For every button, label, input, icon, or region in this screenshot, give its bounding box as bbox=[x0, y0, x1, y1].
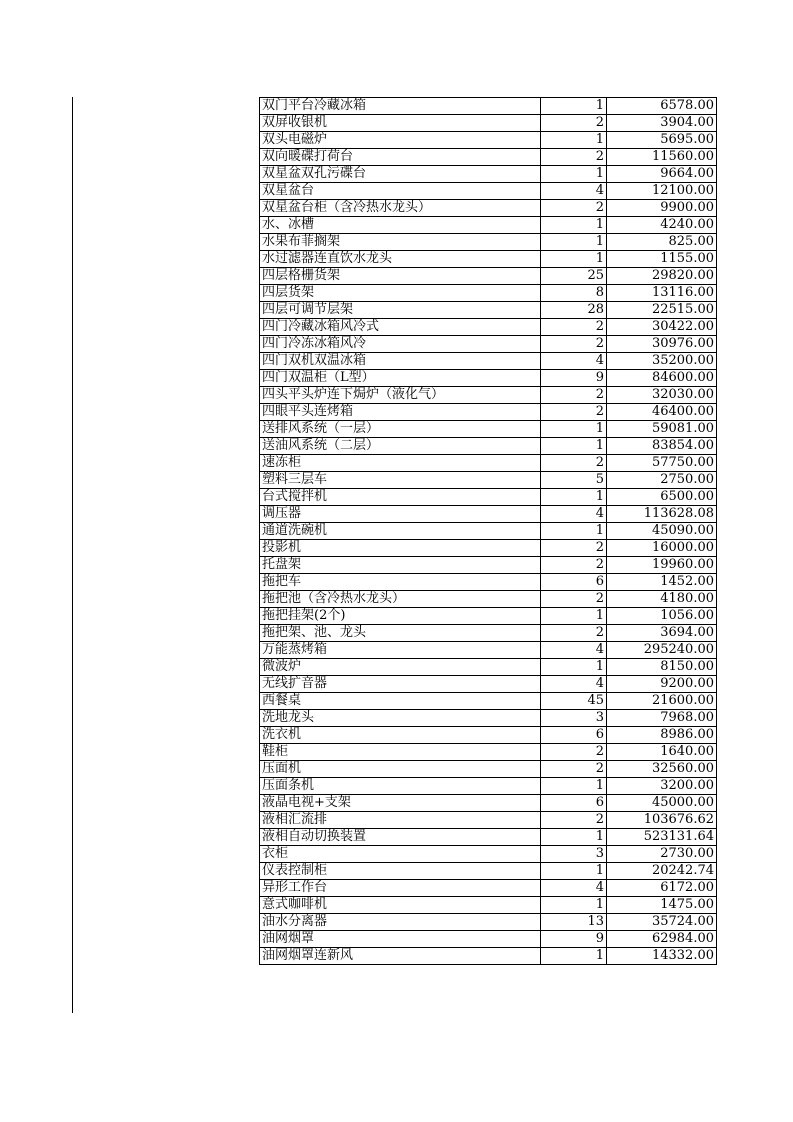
quantity-cell: 2 bbox=[541, 625, 607, 642]
item-name-cell: 油水分离器 bbox=[260, 914, 541, 931]
amount-cell: 83854.00 bbox=[607, 438, 717, 455]
item-name-cell: 万能蒸烤箱 bbox=[260, 642, 541, 659]
table-row bbox=[260, 115, 717, 132]
quantity-cell: 2 bbox=[541, 540, 607, 557]
amount-cell: 32560.00 bbox=[607, 761, 717, 778]
quantity-cell: 6 bbox=[541, 574, 607, 591]
table-row bbox=[260, 472, 717, 489]
item-name-cell: 水果布菲搁架 bbox=[260, 234, 541, 251]
amount-cell: 8986.00 bbox=[607, 727, 717, 744]
amount-cell: 14332.00 bbox=[607, 948, 717, 965]
quantity-cell: 2 bbox=[541, 387, 607, 404]
item-name-cell: 液相汇流排 bbox=[260, 812, 541, 829]
table-row bbox=[260, 778, 717, 795]
item-name-cell: 双星盆双孔污碟台 bbox=[260, 166, 541, 183]
item-name-cell: 洗衣机 bbox=[260, 727, 541, 744]
amount-cell: 13116.00 bbox=[607, 285, 717, 302]
item-name-cell: 四层可调节层架 bbox=[260, 302, 541, 319]
item-name-cell: 调压器 bbox=[260, 506, 541, 523]
amount-cell: 3694.00 bbox=[607, 625, 717, 642]
table-row bbox=[260, 149, 717, 166]
table-row bbox=[260, 421, 717, 438]
amount-cell: 57750.00 bbox=[607, 455, 717, 472]
quantity-cell: 1 bbox=[541, 659, 607, 676]
quantity-cell: 2 bbox=[541, 591, 607, 608]
table-row bbox=[260, 557, 717, 574]
quantity-cell: 9 bbox=[541, 370, 607, 387]
amount-cell: 825.00 bbox=[607, 234, 717, 251]
amount-cell: 8150.00 bbox=[607, 659, 717, 676]
item-name-cell: 洗地龙头 bbox=[260, 710, 541, 727]
table-row bbox=[260, 234, 717, 251]
item-name-cell: 四门双机双温冰箱 bbox=[260, 353, 541, 370]
item-name-cell: 速冻柜 bbox=[260, 455, 541, 472]
amount-cell: 6500.00 bbox=[607, 489, 717, 506]
item-name-cell: 投影机 bbox=[260, 540, 541, 557]
quantity-cell: 13 bbox=[541, 914, 607, 931]
quantity-cell: 1 bbox=[541, 132, 607, 149]
quantity-cell: 2 bbox=[541, 336, 607, 353]
item-name-cell: 拖把池（含冷热水龙头） bbox=[260, 591, 541, 608]
item-name-cell: 鞋柜 bbox=[260, 744, 541, 761]
amount-cell: 295240.00 bbox=[607, 642, 717, 659]
quantity-cell: 25 bbox=[541, 268, 607, 285]
item-name-cell: 仪表控制柜 bbox=[260, 863, 541, 880]
quantity-cell: 4 bbox=[541, 506, 607, 523]
table-row bbox=[260, 931, 717, 948]
table-row bbox=[260, 166, 717, 183]
amount-cell: 113628.08 bbox=[607, 506, 717, 523]
table-row bbox=[260, 676, 717, 693]
quantity-cell: 4 bbox=[541, 353, 607, 370]
table-row bbox=[260, 880, 717, 897]
amount-cell: 59081.00 bbox=[607, 421, 717, 438]
amount-cell: 2750.00 bbox=[607, 472, 717, 489]
item-name-cell: 双头电磁炉 bbox=[260, 132, 541, 149]
quantity-cell: 4 bbox=[541, 642, 607, 659]
quantity-cell: 2 bbox=[541, 404, 607, 421]
amount-cell: 3904.00 bbox=[607, 115, 717, 132]
amount-cell: 9900.00 bbox=[607, 200, 717, 217]
item-name-cell: 无线扩音器 bbox=[260, 676, 541, 693]
quantity-cell: 2 bbox=[541, 115, 607, 132]
table-row bbox=[260, 591, 717, 608]
quantity-cell: 1 bbox=[541, 523, 607, 540]
item-name-cell: 油网烟罩 bbox=[260, 931, 541, 948]
quantity-cell: 1 bbox=[541, 829, 607, 846]
amount-cell: 7968.00 bbox=[607, 710, 717, 727]
quantity-cell: 4 bbox=[541, 183, 607, 200]
table-row bbox=[260, 846, 717, 863]
amount-cell: 35724.00 bbox=[607, 914, 717, 931]
amount-cell: 3200.00 bbox=[607, 778, 717, 795]
item-name-cell: 双星盆台柜（含冷热水龙头） bbox=[260, 200, 541, 217]
amount-cell: 21600.00 bbox=[607, 693, 717, 710]
item-name-cell: 油网烟罩连新风 bbox=[260, 948, 541, 965]
item-name-cell: 四门双温柜（L型） bbox=[260, 370, 541, 387]
amount-cell: 29820.00 bbox=[607, 268, 717, 285]
amount-cell: 1640.00 bbox=[607, 744, 717, 761]
quantity-cell: 2 bbox=[541, 744, 607, 761]
item-name-cell: 四门冷藏冰箱风冷式 bbox=[260, 319, 541, 336]
quantity-cell: 4 bbox=[541, 880, 607, 897]
quantity-cell: 1 bbox=[541, 251, 607, 268]
amount-cell: 11560.00 bbox=[607, 149, 717, 166]
quantity-cell: 1 bbox=[541, 897, 607, 914]
table-row bbox=[260, 914, 717, 931]
table-row bbox=[260, 948, 717, 965]
table-row bbox=[260, 625, 717, 642]
quantity-cell: 2 bbox=[541, 761, 607, 778]
amount-cell: 19960.00 bbox=[607, 557, 717, 574]
table-row bbox=[260, 268, 717, 285]
quantity-cell: 6 bbox=[541, 727, 607, 744]
item-name-cell: 通道洗碗机 bbox=[260, 523, 541, 540]
item-name-cell: 异形工作台 bbox=[260, 880, 541, 897]
quantity-cell: 1 bbox=[541, 778, 607, 795]
table-row bbox=[260, 285, 717, 302]
table-row bbox=[260, 761, 717, 778]
quantity-cell: 1 bbox=[541, 166, 607, 183]
table-row bbox=[260, 727, 717, 744]
item-name-cell: 台式搅拌机 bbox=[260, 489, 541, 506]
amount-cell: 30976.00 bbox=[607, 336, 717, 353]
table-row bbox=[260, 744, 717, 761]
quantity-cell: 1 bbox=[541, 438, 607, 455]
item-name-cell: 塑料三层车 bbox=[260, 472, 541, 489]
quantity-cell: 1 bbox=[541, 217, 607, 234]
amount-cell: 1475.00 bbox=[607, 897, 717, 914]
quantity-cell: 2 bbox=[541, 557, 607, 574]
item-name-cell: 水过滤器连直饮水龙头 bbox=[260, 251, 541, 268]
amount-cell: 45090.00 bbox=[607, 523, 717, 540]
amount-cell: 2730.00 bbox=[607, 846, 717, 863]
table-row bbox=[260, 897, 717, 914]
item-name-cell: 送油风系统（二层） bbox=[260, 438, 541, 455]
item-name-cell: 微波炉 bbox=[260, 659, 541, 676]
item-name-cell: 拖把车 bbox=[260, 574, 541, 591]
quantity-cell: 1 bbox=[541, 863, 607, 880]
quantity-cell: 1 bbox=[541, 421, 607, 438]
item-name-cell: 双星盆台 bbox=[260, 183, 541, 200]
amount-cell: 9664.00 bbox=[607, 166, 717, 183]
amount-cell: 45000.00 bbox=[607, 795, 717, 812]
amount-cell: 22515.00 bbox=[607, 302, 717, 319]
table-row bbox=[260, 693, 717, 710]
item-name-cell: 压面条机 bbox=[260, 778, 541, 795]
amount-cell: 35200.00 bbox=[607, 353, 717, 370]
amount-cell: 20242.74 bbox=[607, 863, 717, 880]
table-row bbox=[260, 132, 717, 149]
amount-cell: 62984.00 bbox=[607, 931, 717, 948]
quantity-cell: 6 bbox=[541, 795, 607, 812]
quantity-cell: 1 bbox=[541, 608, 607, 625]
item-name-cell: 意式咖啡机 bbox=[260, 897, 541, 914]
item-name-cell: 四层货架 bbox=[260, 285, 541, 302]
table-row bbox=[260, 489, 717, 506]
table-row bbox=[260, 200, 717, 217]
table-row bbox=[260, 710, 717, 727]
table-row bbox=[260, 795, 717, 812]
table-row bbox=[260, 336, 717, 353]
quantity-cell: 2 bbox=[541, 455, 607, 472]
amount-cell: 6578.00 bbox=[607, 98, 717, 115]
item-name-cell: 拖把架、池、龙头 bbox=[260, 625, 541, 642]
item-name-cell: 双向暖碟打荷台 bbox=[260, 149, 541, 166]
amount-cell: 1155.00 bbox=[607, 251, 717, 268]
table-row bbox=[260, 319, 717, 336]
table-row bbox=[260, 353, 717, 370]
quantity-cell: 1 bbox=[541, 489, 607, 506]
table-row bbox=[260, 642, 717, 659]
table-row bbox=[260, 812, 717, 829]
amount-cell: 1056.00 bbox=[607, 608, 717, 625]
quantity-cell: 3 bbox=[541, 846, 607, 863]
amount-cell: 30422.00 bbox=[607, 319, 717, 336]
quantity-cell: 2 bbox=[541, 812, 607, 829]
table-row bbox=[260, 608, 717, 625]
amount-cell: 9200.00 bbox=[607, 676, 717, 693]
quantity-cell: 9 bbox=[541, 931, 607, 948]
item-name-cell: 西餐桌 bbox=[260, 693, 541, 710]
item-name-cell: 液晶电视+支架 bbox=[260, 795, 541, 812]
amount-cell: 84600.00 bbox=[607, 370, 717, 387]
quantity-cell: 1 bbox=[541, 948, 607, 965]
table-row bbox=[260, 387, 717, 404]
amount-cell: 4180.00 bbox=[607, 591, 717, 608]
table-row bbox=[260, 506, 717, 523]
item-name-cell: 送排风系统（一层） bbox=[260, 421, 541, 438]
table-row bbox=[260, 829, 717, 846]
item-name-cell: 四头平头炉连下焗炉（液化气） bbox=[260, 387, 541, 404]
quantity-cell: 5 bbox=[541, 472, 607, 489]
table-row bbox=[260, 863, 717, 880]
table-row bbox=[260, 370, 717, 387]
inventory-table-body bbox=[260, 98, 717, 965]
amount-cell: 32030.00 bbox=[607, 387, 717, 404]
item-name-cell: 四眼平头连烤箱 bbox=[260, 404, 541, 421]
quantity-cell: 45 bbox=[541, 693, 607, 710]
item-name-cell: 衣柜 bbox=[260, 846, 541, 863]
table-row bbox=[260, 455, 717, 472]
table-row bbox=[260, 659, 717, 676]
inventory-table bbox=[259, 97, 717, 965]
item-name-cell: 水、冰槽 bbox=[260, 217, 541, 234]
table-row bbox=[260, 217, 717, 234]
table-row bbox=[260, 98, 717, 115]
quantity-cell: 8 bbox=[541, 285, 607, 302]
quantity-cell: 1 bbox=[541, 234, 607, 251]
table-row bbox=[260, 523, 717, 540]
table-row bbox=[260, 404, 717, 421]
amount-cell: 46400.00 bbox=[607, 404, 717, 421]
quantity-cell: 3 bbox=[541, 710, 607, 727]
item-name-cell: 四层格栅货架 bbox=[260, 268, 541, 285]
table-row bbox=[260, 251, 717, 268]
item-name-cell: 托盘架 bbox=[260, 557, 541, 574]
amount-cell: 6172.00 bbox=[607, 880, 717, 897]
quantity-cell: 28 bbox=[541, 302, 607, 319]
amount-cell: 12100.00 bbox=[607, 183, 717, 200]
item-name-cell: 拖把挂架(2个) bbox=[260, 608, 541, 625]
quantity-cell: 2 bbox=[541, 200, 607, 217]
quantity-cell: 2 bbox=[541, 319, 607, 336]
table-row bbox=[260, 183, 717, 200]
amount-cell: 103676.62 bbox=[607, 812, 717, 829]
quantity-cell: 4 bbox=[541, 676, 607, 693]
table-row bbox=[260, 574, 717, 591]
table-row bbox=[260, 302, 717, 319]
amount-cell: 1452.00 bbox=[607, 574, 717, 591]
item-name-cell: 双屏收银机 bbox=[260, 115, 541, 132]
table-row bbox=[260, 540, 717, 557]
quantity-cell: 2 bbox=[541, 149, 607, 166]
amount-cell: 5695.00 bbox=[607, 132, 717, 149]
quantity-cell: 1 bbox=[541, 98, 607, 115]
item-name-cell: 双门平台冷藏冰箱 bbox=[260, 98, 541, 115]
item-name-cell: 压面机 bbox=[260, 761, 541, 778]
amount-cell: 4240.00 bbox=[607, 217, 717, 234]
table-row bbox=[260, 438, 717, 455]
left-margin-rule bbox=[72, 97, 73, 1013]
amount-cell: 523131.64 bbox=[607, 829, 717, 846]
item-name-cell: 四门冷冻冰箱风冷 bbox=[260, 336, 541, 353]
amount-cell: 16000.00 bbox=[607, 540, 717, 557]
item-name-cell: 液相自动切换装置 bbox=[260, 829, 541, 846]
